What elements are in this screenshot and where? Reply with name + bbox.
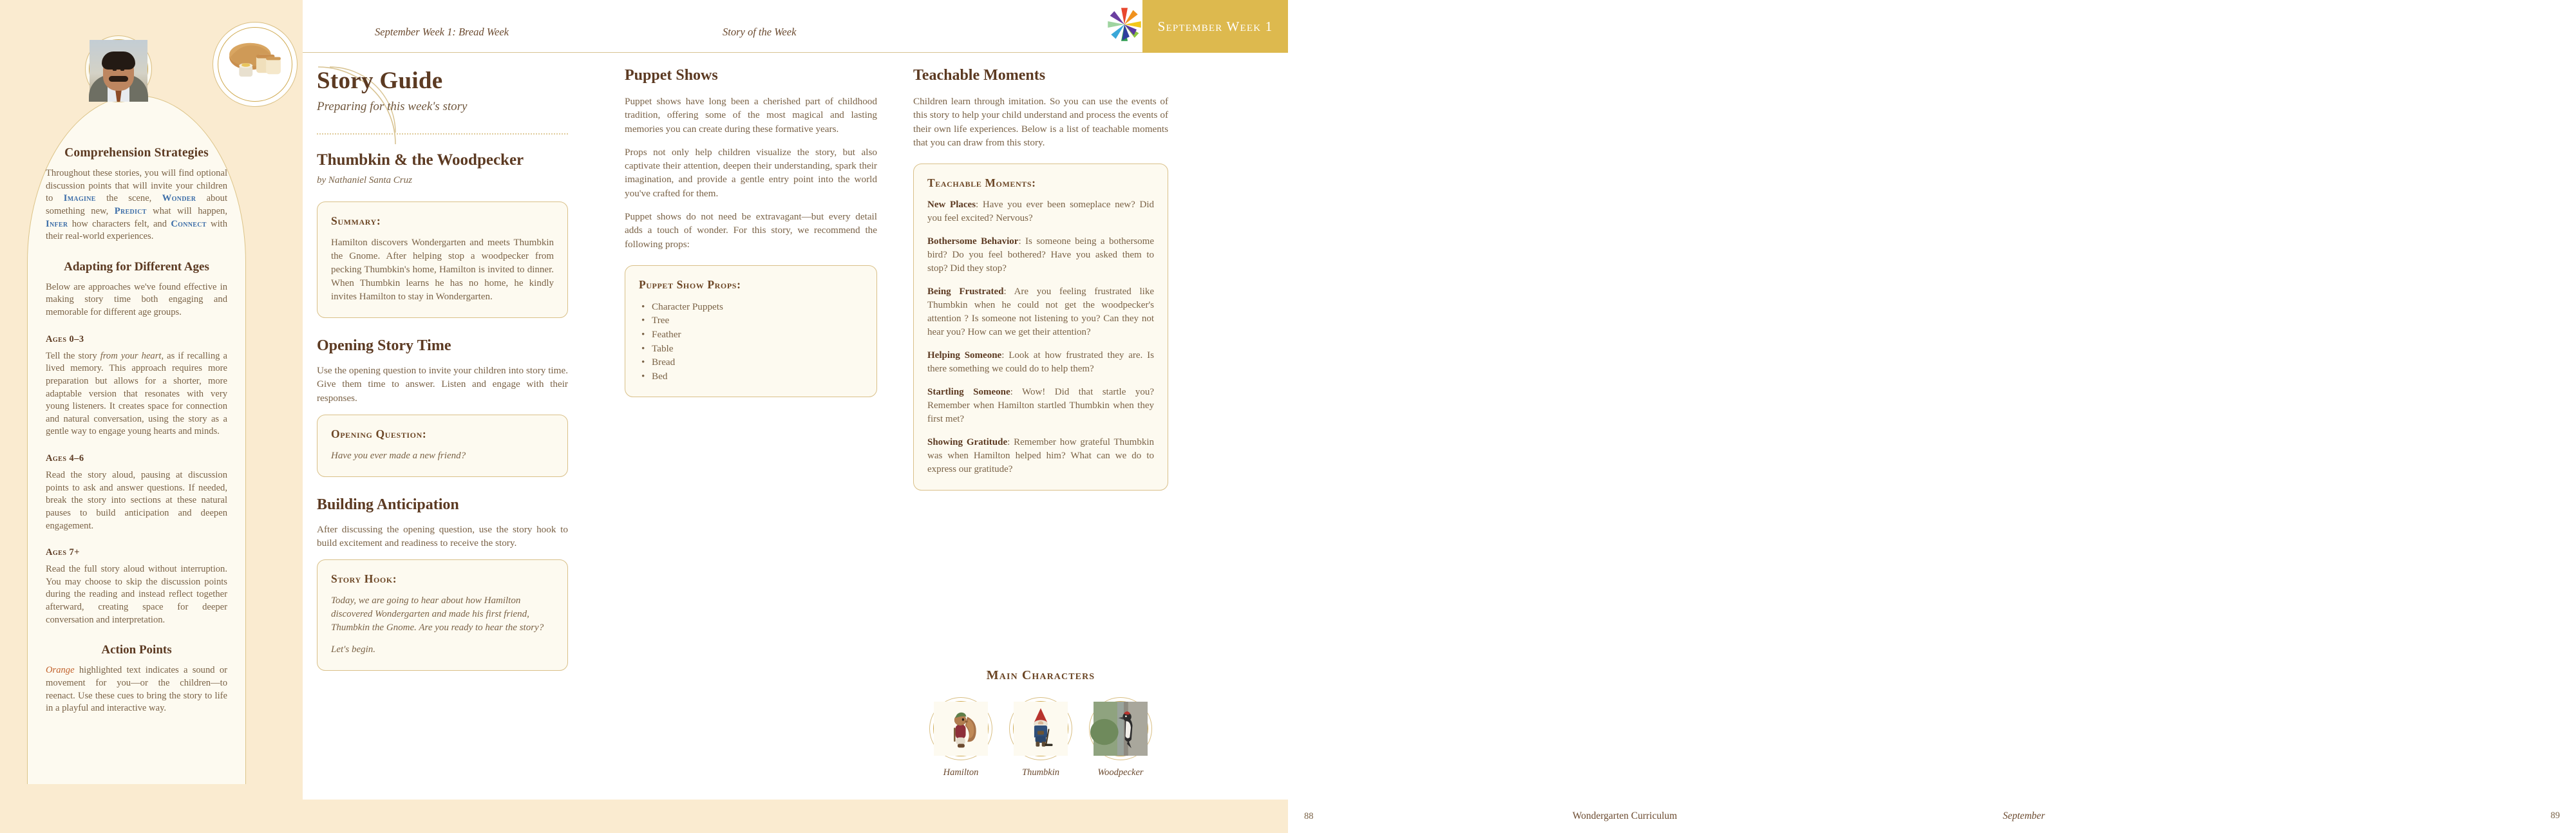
comp-text-5: how characters felt, and: [68, 218, 171, 229]
teachable-item: [927, 235, 1154, 276]
main-characters-section: [913, 668, 1168, 778]
opening-question-text: Have you ever made a new friend?: [331, 450, 466, 461]
puppet-paragraph-2: Puppet shows do not need be extravagant—but every detail adds a touch of wonder. For this story, we recommend the following props:: [625, 211, 877, 250]
story-name: Thumbkin & the Woodpecker: [317, 151, 524, 169]
character-thumbkin: [1009, 697, 1072, 778]
left-page-number: 88: [1304, 810, 1314, 821]
age-group-label-0: Ages 0–3: [46, 333, 84, 344]
bread-loaf-illustration-icon: [218, 27, 292, 102]
puppet-shows-heading: Puppet Shows: [625, 67, 718, 84]
character-name: Thumbkin: [1022, 767, 1059, 778]
adapting-intro: Below are approaches we've found effective in making story time both engaging and memorable for different age groups.: [46, 281, 227, 317]
opening-question-label: Opening Question:: [331, 427, 427, 440]
footer-band: [0, 800, 1288, 833]
author-portrait-photo: [89, 39, 148, 98]
age0-text-a: Tell the story: [46, 350, 100, 361]
teachable-item-text: : Wow! Did that startle you? Remember when Hamilton startled Thumbkin when they first met?: [927, 387, 1154, 425]
teachable-moments-heading: Teachable Moments: [913, 67, 1046, 84]
bread-medallion: [213, 22, 298, 107]
character-woodpecker: [1089, 697, 1152, 778]
teachable-item-text: : Is someone being a bothersome bird? Do you feel bothered? Have you asked them to stop? Did they stop?: [927, 236, 1154, 274]
page-header: [303, 0, 1288, 53]
teachable-item-label: Showing Gratitude: [927, 437, 1008, 448]
footer-month-label: September: [2003, 810, 2045, 821]
age0-italic: from your heart: [100, 350, 162, 361]
header-story-of-the-week: Story of the Week: [723, 26, 797, 38]
puppet-shows-column: [625, 53, 877, 397]
opening-story-time-text: Use the opening question to invite your children into story time. Give them time to answer. Listen and engage with their responses.: [317, 365, 568, 404]
comp-text-6: with their real-world experiences.: [46, 218, 228, 242]
teachable-item-label: Being Frustrated: [927, 286, 1004, 297]
teachable-item-text: : Remember how grateful Thumbkin was when Hamilton helped him? What can we do to express our gratitude?: [927, 437, 1154, 475]
building-anticipation-heading: Building Anticipation: [317, 496, 459, 513]
age0-text-b: , as if recalling a lived memory. This approach requires more preparation but allows for a shorter, more adaptable version that resonates with very young listeners. It creates space for connection and natural conversation, using the story as a gentle way to engage young hearts and minds.: [46, 350, 227, 437]
character-name: Hamilton: [943, 767, 979, 778]
story-guide-column: [317, 53, 568, 671]
teachable-item: [927, 386, 1154, 426]
age-group-text-1: Read the story aloud, pausing at discussion points to ask and answer questions. If needed, break the story into sections at these natural pauses to build anticipation and deepen engagement.: [46, 470, 227, 531]
comprehension-title: Comprehension Strategies: [64, 146, 209, 160]
list-item: • Character Puppets: [639, 300, 863, 314]
teachable-item-label: Helping Someone: [927, 350, 1002, 361]
left-page: [0, 0, 303, 833]
story-guide-subtitle: Preparing for this week's story: [317, 100, 468, 113]
gnome-character-portrait-icon: [1013, 701, 1068, 756]
puppet-paragraph-1: Props not only help children visualize the story, but also captivate their attention, deepen their understanding, spark their imagination, and provide a gentle entry point into the world you've crafted for them.: [625, 146, 877, 199]
footer-curriculum-label: Wondergarten Curriculum: [1572, 810, 1678, 821]
list-item: • Bed: [639, 370, 863, 384]
character-avatar: [929, 697, 992, 760]
character-name: Woodpecker: [1097, 767, 1144, 778]
story-guide-title: Story Guide: [317, 68, 443, 94]
opening-story-time-heading: Opening Story Time: [317, 337, 451, 354]
puppet-props-list: [639, 300, 863, 383]
action-points-body: highlighted text indicates a sound or movement for you—or the children—to reenact. Use these cues to bring the story to life in a playful and interactive way.: [46, 665, 227, 714]
action-points-text: [46, 664, 227, 715]
age-group-text-0: [46, 350, 227, 438]
building-anticipation-text: After discussing the opening question, use the story hook to build excitement and readiness to receive the story.: [317, 523, 568, 549]
keyword-wonder: Wonder: [162, 193, 196, 204]
squirrel-character-portrait-icon: [933, 701, 989, 756]
character-row: [913, 697, 1168, 778]
character-hamilton: [929, 697, 992, 778]
teachable-item: [927, 349, 1154, 376]
story-byline: by Nathaniel Santa Cruz: [317, 175, 412, 185]
right-page: [303, 0, 1288, 833]
comp-text-3: about something new,: [46, 193, 227, 216]
teachable-moments-column: [913, 53, 1168, 491]
footer-curriculum-wrap: [1572, 800, 1893, 833]
teachable-item-text: : Have you ever been someplace new? Did you feel excited? Nervous?: [927, 200, 1154, 224]
week-banner: September Week 1: [1142, 0, 1288, 53]
comp-text-1: Throughout these stories, you will find optional discussion points that will invite your children to: [46, 168, 227, 204]
puppet-props-label: Puppet Show Props:: [639, 277, 741, 291]
author-portrait-medallion: [85, 35, 152, 102]
comprehension-arch-card: [27, 95, 246, 784]
summary-label: Summary:: [331, 214, 381, 227]
teachable-item: [927, 285, 1154, 339]
comp-text-4: what will happen,: [146, 205, 227, 216]
summary-text: Hamilton discovers Wondergarten and meets Thumbkin the Gnome. After helping stop a woodpecker from pecking Thumbkin's home, Hamilton is invited to dinner. When Thumbkin learns he has no home, he kindly invites Hamilton to stay in Wondergarten.: [331, 238, 554, 302]
list-item: • Table: [639, 342, 863, 356]
character-avatar: [1089, 697, 1152, 760]
keyword-connect: Connect: [171, 218, 207, 229]
story-hook-callout: [317, 559, 568, 671]
teachable-item-label: Startling Someone: [927, 387, 1010, 398]
puppet-props-callout: [625, 265, 877, 397]
keyword-imagine: Imagine: [63, 193, 96, 204]
teachable-moments-callout: [913, 164, 1168, 491]
comp-text-2: the scene,: [95, 193, 162, 204]
story-hook-text: [331, 594, 554, 657]
opening-question-callout: [317, 415, 568, 477]
summary-callout: [317, 201, 568, 318]
teachable-moments-label: Teachable Moments:: [927, 176, 1036, 190]
orange-keyword: Orange: [46, 665, 75, 676]
puppet-paragraph-0: Puppet shows have long been a cherished part of childhood tradition, offering some of the most magical and lasting memories you can create during these formative years.: [625, 96, 877, 135]
list-item: • Tree: [639, 314, 863, 328]
story-hook-p2: Let's begin.: [331, 644, 376, 655]
comprehension-paragraph: [46, 167, 227, 243]
story-hook-label: Story Hook:: [331, 572, 397, 586]
age-group-text-2: Read the full story aloud without interruption. You may choose to skip the discussion points during the reading and instead reflect together afterward, creating space for deeper conversation and interpretation.: [46, 564, 227, 625]
header-week-label: September Week 1: Bread Week: [375, 26, 509, 38]
age-group-label-1: Ages 4–6: [46, 453, 84, 463]
teachable-intro: Children learn through imitation. So you can use the events of this story to help your child understand and process the events of their own life experiences. Below is a list of teachable moments that you can draw from this story.: [913, 96, 1168, 148]
adapting-title: Adapting for Different Ages: [64, 259, 209, 274]
footer-right: [1572, 800, 2576, 833]
keyword-infer: Infer: [46, 218, 68, 229]
eight-point-star-logo-icon: [1106, 6, 1142, 42]
teachable-item: [927, 198, 1154, 225]
story-hook-p1: Today, we are going to hear about how Hamilton discovered Wondergarten and made his first friend, Thumbkin the Gnome. Are you ready to hear the story?: [331, 595, 544, 633]
teachable-item-text: : Are you feeling frustrated like Thumbkin when he could not get the woodpecker's attention ? Is someone not listening to you? Can they not hear you? How can we get their attention?: [927, 286, 1154, 338]
teachable-item-text: : Look at how frustrated they are. Is there something we could do to help them?: [927, 350, 1154, 375]
age-group-label-2: Ages 7+: [46, 547, 80, 558]
right-page-number: 89: [2550, 810, 2560, 821]
woodpecker-character-portrait-icon: [1093, 701, 1148, 756]
teachable-item-label: Bothersome Behavior: [927, 236, 1019, 247]
character-avatar: [1009, 697, 1072, 760]
teachable-item-label: New Places: [927, 200, 976, 211]
list-item: • Bread: [639, 355, 863, 370]
keyword-predict: Predict: [114, 205, 147, 216]
dotted-divider: [317, 133, 568, 135]
teachable-item: [927, 436, 1154, 476]
action-points-title: Action Points: [101, 643, 172, 657]
main-characters-heading: Main Characters: [986, 668, 1095, 682]
list-item: • Feather: [639, 328, 863, 342]
